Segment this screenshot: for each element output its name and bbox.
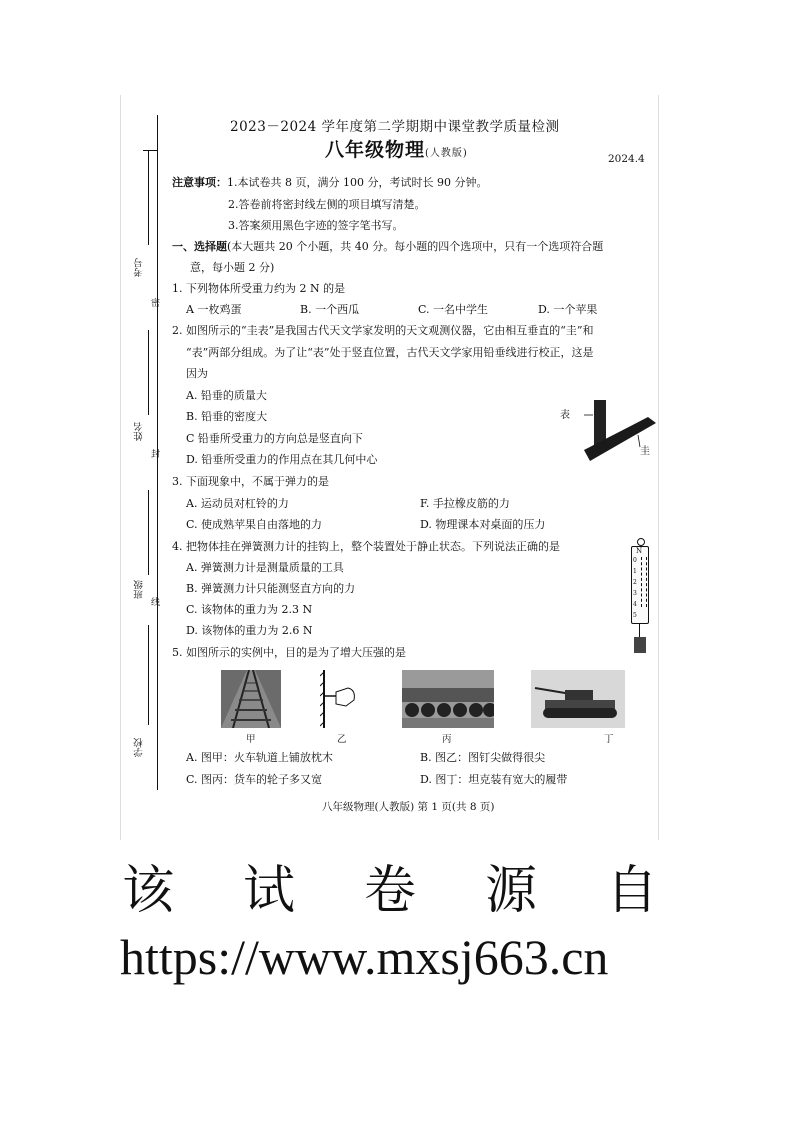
- scale-body: [631, 546, 649, 624]
- q3-option-c: C. 使成熟苹果自由落地的力: [186, 518, 323, 531]
- source-url[interactable]: https://www.mxsj663.cn: [120, 929, 609, 985]
- fig-label-biao: 表: [560, 410, 570, 421]
- thumbtack-image: [320, 670, 360, 728]
- q1-option-c: C. 一名中学生: [418, 303, 489, 316]
- q5-option-a: A. 图甲：火车轨道上铺放枕木: [186, 751, 333, 764]
- q2-stem-2: “表”两部分组成。为了让“表”处于竖直位置，古代天文学家用铅垂线进行校正，这是: [186, 346, 594, 359]
- railway-image: [221, 670, 281, 728]
- banner-char-4: 源: [485, 861, 538, 921]
- q2-stem-3: 因为: [186, 367, 208, 380]
- section1-desc-1: (本大题共 20 个小题，共 40 分。每小题的四个选项中，只有一个选项符合题: [227, 240, 604, 253]
- seal-mi: 密: [151, 299, 161, 309]
- scale-tick-3: 3: [633, 590, 637, 597]
- scale-tick-5: 5: [633, 612, 637, 619]
- subject-name: 八年级物理: [325, 139, 426, 161]
- fig-label-gui: 圭: [640, 446, 650, 457]
- note-3: 3.答案须用黑色字迹的签字笔书写。: [228, 219, 404, 232]
- banner-char-5: 自: [606, 861, 659, 921]
- scale-tick-0: 0: [633, 557, 637, 564]
- source-banner: [122, 848, 727, 923]
- caption-yi: 乙: [337, 734, 347, 745]
- hanging-object: [634, 637, 646, 653]
- kaohao-underline: [148, 150, 149, 245]
- scale-hook-top: [637, 538, 645, 546]
- q2-option-c: C 铅垂所受重力的方向总是竖直向下: [186, 432, 363, 445]
- banji-label: 班级: [134, 580, 145, 599]
- exam-date: 2024.4: [608, 153, 645, 165]
- q3-option-d: D. 物理课本对桌面的压力: [420, 518, 546, 531]
- truck-image: [402, 670, 494, 728]
- q4-option-a: A. 弹簧测力计是测量质量的工具: [186, 561, 344, 574]
- q1-option-d: D. 一个苹果: [538, 303, 598, 316]
- kaohao-blank: [143, 150, 157, 151]
- banner-char-1: 该: [122, 861, 175, 921]
- banner-char-3: 卷: [364, 861, 417, 921]
- q2-option-b: B. 铅垂的密度大: [186, 410, 268, 423]
- spring-scale: [626, 538, 654, 668]
- section1-desc-2: 意，每小题 2 分): [190, 261, 275, 274]
- scale-tick-1: 1: [633, 568, 637, 575]
- banner-char-2: 试: [243, 861, 296, 921]
- exam-title: 2023－2024 学年度第二学期期中课堂教学质量检测: [230, 119, 560, 135]
- note-1: 1.本试卷共 8 页，满分 100 分，考试时长 90 分钟。: [227, 176, 488, 189]
- q3-stem: 3. 下面现象中，不属于弹力的是: [172, 475, 329, 488]
- q2-option-d: D. 铅垂所受重力的作用点在其几何中心: [186, 453, 378, 466]
- section1-label: 一、选择题: [172, 240, 227, 253]
- subject-title: [325, 139, 468, 161]
- q4-stem: 4. 把物体挂在弹簧测力计的挂钩上，整个装置处于静止状态。下列说法正确的是: [172, 540, 560, 553]
- sheet-right-edge: [658, 95, 659, 840]
- q5-option-c: C. 图丙：货车的轮子多又宽: [186, 773, 323, 786]
- q4-option-d: D. 该物体的重力为 2.6 N: [186, 624, 313, 637]
- kaohao-label: 考号: [134, 258, 145, 277]
- tank-image: [531, 670, 625, 728]
- scale-rod: [639, 623, 640, 637]
- scale-tick-4: 4: [633, 601, 637, 608]
- banji-underline: [148, 490, 149, 575]
- notes-line-1: [172, 176, 487, 190]
- q1-option-a: A 一枚鸡蛋: [186, 303, 242, 316]
- scale-spring: [641, 557, 647, 607]
- edition: (人教版): [425, 148, 468, 159]
- q2-stem-1: 2. 如图所示的“圭表”是我国古代天文学家发明的天文观测仪器，它由相互垂直的“圭”和: [172, 324, 594, 337]
- seal-xian: 线: [151, 598, 161, 608]
- q3-option-a: A. 运动员对杠铃的力: [186, 497, 289, 510]
- q1-option-b: B. 一个西瓜: [300, 303, 360, 316]
- section1-line-1: [172, 240, 603, 254]
- scale-tick-2: 2: [633, 579, 637, 586]
- note-2: 2.答卷前将密封线左侧的项目填写清楚。: [228, 198, 426, 211]
- q4-option-c: C. 该物体的重力为 2.3 N: [186, 603, 313, 616]
- q5-option-d: D. 图丁：坦克装有宽大的履带: [420, 773, 568, 786]
- xingming-label: 姓名: [134, 422, 145, 441]
- xuexiao-label: 学校: [134, 738, 145, 757]
- q4-option-b: B. 弹簧测力计只能测竖直方向的力: [186, 582, 356, 595]
- sheet-left-edge: [120, 95, 121, 840]
- page-footer: 八年级物理(人教版) 第 1 页(共 8 页): [322, 801, 495, 813]
- xuexiao-underline: [148, 625, 149, 725]
- q1-stem: 1. 下列物体所受重力约为 2 N 的是: [172, 282, 346, 295]
- caption-ding: 丁: [604, 734, 614, 745]
- notes-label: 注意事项：: [172, 176, 227, 189]
- caption-bing: 丙: [442, 734, 452, 745]
- q2-option-a: A. 铅垂的质量大: [186, 389, 267, 402]
- q5-stem: 5. 如图所示的实例中，目的是为了增大压强的是: [172, 646, 406, 659]
- scale-unit: N: [636, 547, 643, 555]
- xingming-underline: [148, 330, 149, 415]
- q3-option-b: F. 手拉橡皮筋的力: [420, 497, 510, 510]
- seal-feng: 封: [151, 450, 161, 460]
- caption-jia: 甲: [246, 734, 256, 745]
- q5-option-b: B. 图乙：图钉尖做得很尖: [420, 751, 546, 764]
